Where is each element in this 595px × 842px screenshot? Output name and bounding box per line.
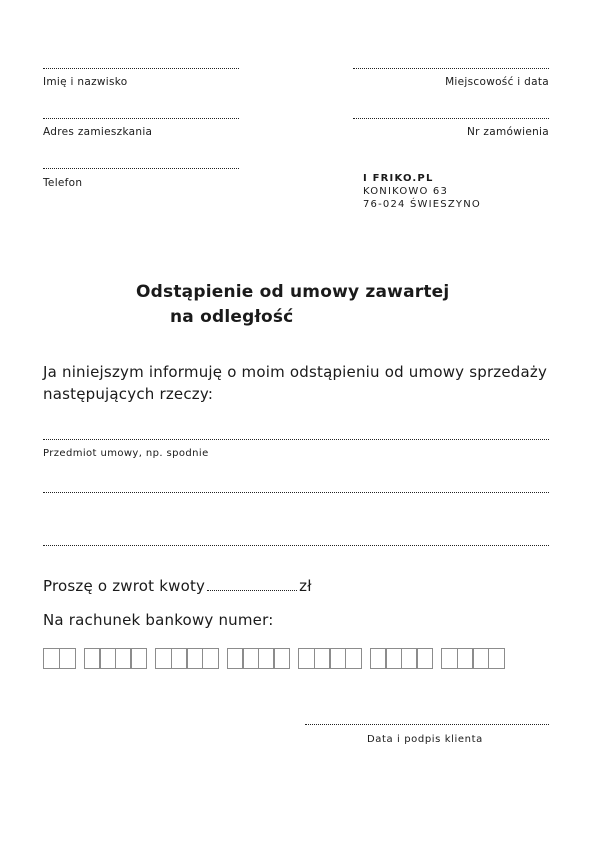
order-number-field-label: Nr zamówienia [467, 126, 549, 138]
account-digit-box[interactable] [130, 648, 147, 669]
account-digit-box[interactable] [441, 648, 458, 669]
company-name: I FRIKO.PL [363, 173, 434, 184]
name-field-label: Imię i nazwisko [43, 76, 128, 88]
order-number-field-line[interactable] [353, 118, 549, 119]
document-title [136, 280, 449, 330]
account-digit-box[interactable] [472, 648, 489, 669]
refund-amount-row [43, 577, 312, 595]
account-digit-box[interactable] [43, 648, 60, 669]
account-digit-group [370, 648, 434, 669]
account-digit-box[interactable] [345, 648, 362, 669]
account-digit-box[interactable] [298, 648, 315, 669]
account-digit-box[interactable] [416, 648, 433, 669]
account-digit-box[interactable] [186, 648, 203, 669]
address-field-label: Adres zamieszkania [43, 126, 153, 138]
account-digit-box[interactable] [99, 648, 116, 669]
account-digit-box[interactable] [242, 648, 259, 669]
account-digit-box[interactable] [171, 648, 188, 669]
company-city: 76-024 ŚWIESZYNO [363, 199, 481, 210]
account-digit-box[interactable] [155, 648, 172, 669]
account-digit-box[interactable] [329, 648, 346, 669]
account-digit-box[interactable] [314, 648, 331, 669]
account-digit-box[interactable] [227, 648, 244, 669]
place-date-field-label: Miejscowość i data [445, 76, 549, 88]
phone-field-line[interactable] [43, 168, 239, 169]
account-digit-group [227, 648, 291, 669]
company-street: KONIKOWO 63 [363, 186, 449, 197]
account-digit-box[interactable] [202, 648, 219, 669]
company-address [363, 172, 481, 211]
currency-label: zł [299, 577, 312, 595]
account-digit-group [43, 648, 76, 669]
account-digit-box[interactable] [59, 648, 76, 669]
account-digit-group [155, 648, 219, 669]
account-digit-box[interactable] [258, 648, 275, 669]
signature-field-label: Data i podpis klienta [367, 734, 483, 745]
account-digit-box[interactable] [401, 648, 418, 669]
item-field-line-2[interactable] [43, 492, 549, 493]
bank-account-number-boxes[interactable] [43, 648, 505, 669]
account-digit-box[interactable] [457, 648, 474, 669]
item-field-line-3[interactable] [43, 545, 549, 546]
account-digit-group [298, 648, 362, 669]
bank-account-label: Na rachunek bankowy numer: [43, 611, 274, 629]
account-digit-group [441, 648, 505, 669]
account-digit-box[interactable] [84, 648, 101, 669]
item-field-hint: Przedmiot umowy, np. spodnie [43, 448, 209, 459]
place-date-field-line[interactable] [353, 68, 549, 69]
refund-amount-field[interactable] [207, 590, 297, 591]
refund-amount-label: Proszę o zwrot kwoty [43, 577, 206, 595]
phone-field-label: Telefon [43, 177, 83, 189]
account-digit-box[interactable] [488, 648, 505, 669]
account-digit-group [84, 648, 148, 669]
withdrawal-statement: Ja niniejszym informuję o moim odstąpieniu od umowy sprzedaży następujących rzeczy: [43, 363, 548, 403]
account-digit-box[interactable] [115, 648, 132, 669]
item-field-line-1[interactable] [43, 439, 549, 440]
title-line-2: na odległość [170, 307, 294, 327]
account-digit-box[interactable] [385, 648, 402, 669]
address-field-line[interactable] [43, 118, 239, 119]
account-digit-box[interactable] [370, 648, 387, 669]
name-field-line[interactable] [43, 68, 239, 69]
signature-field-line[interactable] [305, 724, 549, 725]
account-digit-box[interactable] [273, 648, 290, 669]
title-line-1: Odstąpienie od umowy zawartej [136, 282, 450, 302]
